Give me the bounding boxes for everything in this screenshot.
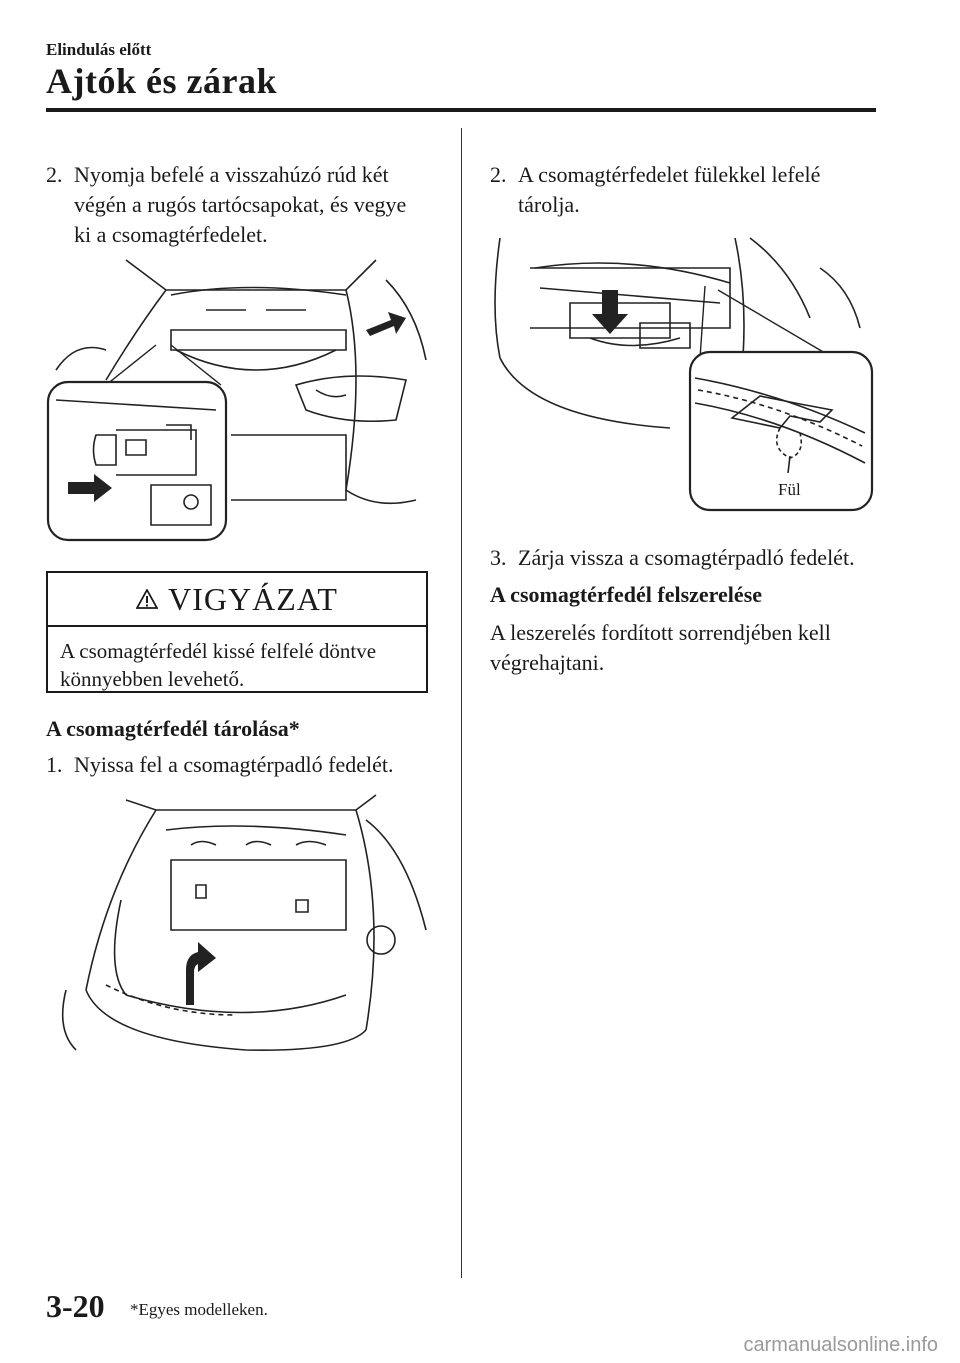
- step-text: Nyissa fel a csomagtérpadló fedelét.: [74, 752, 394, 777]
- install-text: A leszerelés fordított sorrendjében kell végrehajtani.: [490, 620, 831, 675]
- step-number: 2.: [46, 162, 63, 187]
- left-step-2: [46, 160, 426, 250]
- storage-heading: A csomagtérfedél tárolása*: [46, 716, 300, 741]
- step-number: 1.: [46, 752, 63, 777]
- step-text: A csomagtérfedelet fülekkel lefelé tárolja.: [518, 162, 821, 217]
- page-number: 3-20: [46, 1288, 105, 1324]
- figure-remove-cover: [46, 250, 432, 550]
- step-number: 3.: [490, 545, 507, 570]
- figure-label-tab: Fül: [778, 480, 801, 499]
- warning-box: [46, 571, 428, 693]
- warning-title: VIGYÁZAT: [168, 580, 338, 617]
- column-divider: [461, 128, 462, 1278]
- header-rule: [46, 108, 876, 112]
- right-step-3: [490, 543, 880, 573]
- section-label: Elindulás előtt: [46, 40, 152, 59]
- figure-store-cover: [490, 228, 874, 512]
- step-number: 2.: [490, 162, 507, 187]
- install-heading: A csomagtérfedél felszerelése: [490, 582, 763, 607]
- watermark: carmanualsonline.info: [743, 1334, 938, 1356]
- figure-open-floor-lid: [46, 790, 432, 1070]
- push-arrow-icon: [366, 312, 406, 336]
- footnote: *Egyes modelleken.: [130, 1300, 268, 1319]
- chapter-title: Ajtók és zárak: [46, 61, 277, 101]
- warning-triangle-icon: [136, 589, 158, 609]
- step-text: Zárja vissza a csomagtérpadló fedelét.: [518, 545, 855, 570]
- warning-text: A csomagtérfedél kissé felfelé döntve könnyebben levehető.: [60, 639, 377, 691]
- right-step-2: [490, 160, 870, 220]
- lift-arrow-icon: [186, 942, 216, 1005]
- warning-header: [48, 573, 426, 627]
- left-step-1: [46, 750, 436, 780]
- step-text: Nyomja befelé a visszahúzó rúd két végén a rugós tartócsapokat, és vegye ki a csomagtérfedelet.: [74, 162, 407, 247]
